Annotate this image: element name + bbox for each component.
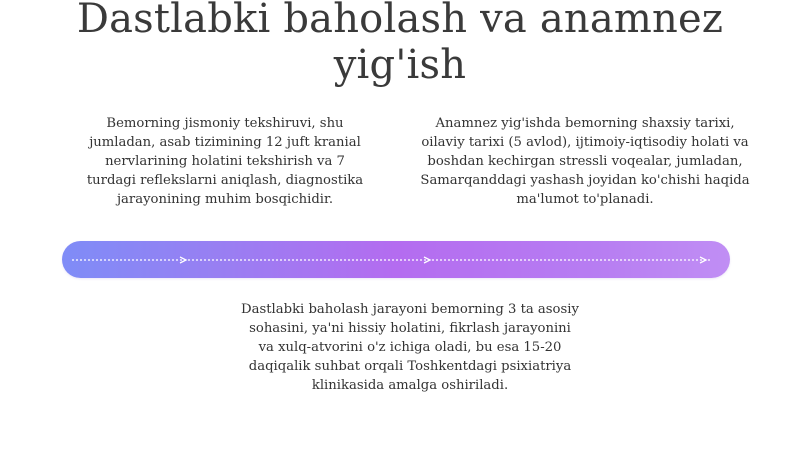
text-block-initial-assessment: Dastlabki baholash jarayoni bemorning 3 ta asosiy sohasini, ya'ni hissiy holatini, fikrlash jarayonini va xulq-atvorini o'z ichiga oladi, bu esa 15-20 daqiqalik suhbat orqali Toshkentdagi psixiatriya klinikasida amalga oshiriladi. bbox=[241, 302, 579, 393]
timeline-line bbox=[62, 241, 730, 278]
timeline-bar bbox=[62, 241, 730, 278]
slide-title: Dastlabki baholash va anamnez yig'ish bbox=[76, 0, 724, 88]
text-block-physical-exam: Bemorning jismoniy tekshiruvi, shu jumladan, asab tizimining 12 juft kranial nervlarining holatini tekshirish va 7 turdagi reflekslarni aniqlash, diagnostika jarayonining muhim bosqichidir. bbox=[86, 116, 364, 207]
text-block-anamnesis: Anamnez yig'ishda bemorning shaxsiy tarixi, oilaviy tarixi (5 avlod), ijtimoiy-iqtisodiy holati va boshdan kechirgan stressli voqealar, jumladan, Samarqanddagi yashash joyidan ko'chishi haqida ma'lumot to'planadi. bbox=[420, 116, 750, 207]
